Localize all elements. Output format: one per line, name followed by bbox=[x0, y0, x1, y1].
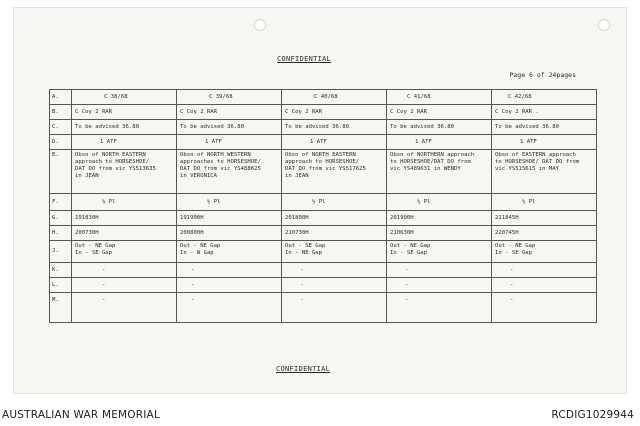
table-cell: - bbox=[492, 263, 597, 278]
row-label: C. bbox=[50, 120, 72, 135]
table-cell: To be advised 36.80 bbox=[72, 120, 177, 135]
archive-credit: AUSTRALIAN WAR MEMORIAL bbox=[2, 409, 160, 421]
punch-hole-icon bbox=[254, 19, 266, 31]
table-cell: Obsn of NORTH EASTERN approach to HORSESHOE/ DAT DO from vic YS517625 in JEAN bbox=[282, 150, 387, 194]
table-cell: To be advised 36.80 bbox=[492, 120, 597, 135]
table-cell: - bbox=[282, 278, 387, 293]
table-cell: Out - SE Gap In - NE Gap bbox=[282, 241, 387, 263]
table-row bbox=[50, 150, 597, 194]
table-cell: 1 ATF bbox=[387, 135, 492, 150]
table-cell: - bbox=[492, 293, 597, 323]
classification-header: CONFIDENTIAL bbox=[277, 55, 332, 63]
table-cell: - bbox=[387, 293, 492, 323]
table-row bbox=[50, 105, 597, 120]
table-cell: - bbox=[282, 293, 387, 323]
table-row bbox=[50, 263, 597, 278]
row-label: G. bbox=[50, 211, 72, 226]
table-cell: 1 ATF bbox=[177, 135, 282, 150]
table-row bbox=[50, 241, 597, 263]
table-cell: To be advised 36.80 bbox=[387, 120, 492, 135]
table-cell: 191830H bbox=[72, 211, 177, 226]
row-label: F. bbox=[50, 194, 72, 211]
table-cell: - bbox=[72, 293, 177, 323]
page-number: Page 6 of 24pages bbox=[509, 71, 576, 79]
table-cell: - bbox=[177, 278, 282, 293]
table-cell: 201800H bbox=[282, 211, 387, 226]
table-cell: Obsn of NORTH EASTERN approach to HORSESHOE/ DAT DO from vic YS513635 in JEAN bbox=[72, 150, 177, 194]
row-label: J. bbox=[50, 241, 72, 263]
table-cell: To be advised 36.80 bbox=[177, 120, 282, 135]
table-cell: C Coy 2 RAR bbox=[177, 105, 282, 120]
table-cell: - bbox=[72, 263, 177, 278]
table-cell: ½ Pl bbox=[72, 194, 177, 211]
table-cell: C 41/68 bbox=[387, 90, 492, 105]
table-row bbox=[50, 211, 597, 226]
table-cell: ½ Pl bbox=[492, 194, 597, 211]
table-row bbox=[50, 293, 597, 323]
table-cell: 211845H bbox=[492, 211, 597, 226]
table-row bbox=[50, 135, 597, 150]
orders-table bbox=[49, 89, 597, 323]
row-label: B. bbox=[50, 105, 72, 120]
table-cell: 191900H bbox=[177, 211, 282, 226]
row-label: E. bbox=[50, 150, 72, 194]
row-label: L. bbox=[50, 278, 72, 293]
row-label: H. bbox=[50, 226, 72, 241]
table-cell: C Coy 2 RAR bbox=[72, 105, 177, 120]
table-cell: C 39/68 bbox=[177, 90, 282, 105]
table-cell: Out - NE Gap In - SE Gap bbox=[492, 241, 597, 263]
table-cell: To be advised 36.80 bbox=[282, 120, 387, 135]
table-cell: 1 ATF bbox=[492, 135, 597, 150]
table-cell: Obsn of NORTHERN approach to HORSESHOE/DAT DO from vic YS489631 in WENDY bbox=[387, 150, 492, 194]
table-cell: 1 ATF bbox=[282, 135, 387, 150]
classification-footer: CONFIDENTIAL bbox=[276, 365, 331, 373]
table-cell: 200800H bbox=[177, 226, 282, 241]
table-cell: - bbox=[177, 293, 282, 323]
table-cell: C 42/68 bbox=[492, 90, 597, 105]
table-cell: 210730H bbox=[282, 226, 387, 241]
table-cell: - bbox=[387, 278, 492, 293]
row-label: M. bbox=[50, 293, 72, 323]
table-row bbox=[50, 90, 597, 105]
table-row bbox=[50, 278, 597, 293]
table-row bbox=[50, 194, 597, 211]
row-label: A. bbox=[50, 90, 72, 105]
table-cell: ½ Pl bbox=[177, 194, 282, 211]
table-cell: 220745H bbox=[492, 226, 597, 241]
table-cell: 1 ATF bbox=[72, 135, 177, 150]
row-label: K. bbox=[50, 263, 72, 278]
table-row bbox=[50, 226, 597, 241]
table-cell: - bbox=[492, 278, 597, 293]
table-cell: ½ Pl bbox=[282, 194, 387, 211]
punch-hole-icon bbox=[598, 19, 610, 31]
table-cell: C 40/68 bbox=[282, 90, 387, 105]
row-label: D. bbox=[50, 135, 72, 150]
table-cell: C Coy 2 RAR . bbox=[492, 105, 597, 120]
table-cell: 201900H bbox=[387, 211, 492, 226]
table-cell: Out - NE Gap In - W Gap bbox=[177, 241, 282, 263]
table-cell: 210630H bbox=[387, 226, 492, 241]
table-cell: Obsn of NORTH WESTERN approaches to HORSESHOE/ DAT DO from vic YS488625 in VERONICA bbox=[177, 150, 282, 194]
table-cell: Out - NE Gap In - SE Gap bbox=[387, 241, 492, 263]
table-row bbox=[50, 120, 597, 135]
table-cell: Obsn of EASTERN approach to HORSESHOE/ DAT DO from vic YS515615 in MAY bbox=[492, 150, 597, 194]
table-cell: C Coy 2 RAR bbox=[387, 105, 492, 120]
table-cell: ½ Pl bbox=[387, 194, 492, 211]
table-cell: - bbox=[177, 263, 282, 278]
archive-reference: RCDIG1029944 bbox=[551, 409, 634, 421]
table-cell: 200730H bbox=[72, 226, 177, 241]
table-cell: - bbox=[282, 263, 387, 278]
table-cell: - bbox=[387, 263, 492, 278]
table-cell: Out - NE Gap In - SE Gap bbox=[72, 241, 177, 263]
table-cell: C 38/68 bbox=[72, 90, 177, 105]
table-cell: C Coy 2 RAR bbox=[282, 105, 387, 120]
table-cell: - bbox=[72, 278, 177, 293]
